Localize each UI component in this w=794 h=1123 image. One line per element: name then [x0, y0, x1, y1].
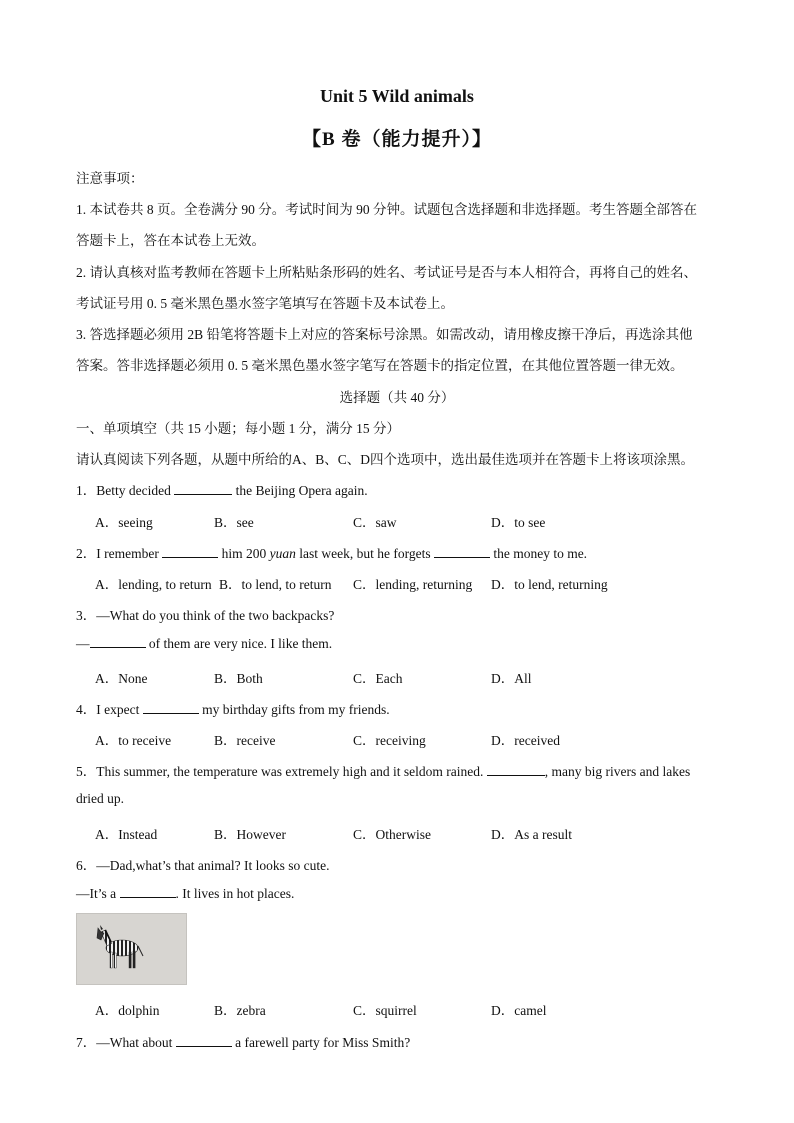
notice-line: 考试证号用 0. 5 毫米黑色墨水签字笔填写在答题卡及本试卷上。	[76, 296, 454, 311]
question-number: 6．	[76, 858, 97, 873]
question-5-continuation: dried up.	[76, 791, 124, 806]
option-d: D．All	[491, 671, 532, 686]
question-7: 7．—What about a farewell party for Miss Smith?	[76, 1035, 411, 1050]
instruction-text: 请认真阅读下列各题，从题中所给的A、B、C、D四个选项中，选出最佳选项并在答题卡上将该项涂黑。	[76, 452, 695, 467]
notice-heading: 注意事项：	[76, 171, 144, 186]
option-a: A．seeing	[95, 515, 153, 530]
answer-blank	[487, 763, 545, 776]
answer-blank	[162, 545, 218, 558]
part-heading: 一、单项填空（共 15 小题；每小题 1 分，满分 15 分）	[76, 421, 400, 436]
option-c: C．saw	[353, 515, 397, 530]
option-b: B．to lend, to return	[219, 577, 332, 592]
option-b: B．see	[214, 515, 254, 530]
question-number: 3．	[76, 608, 97, 623]
option-d: D．to see	[491, 515, 546, 530]
question-5: 5．This summer, the temperature was extremely high and it seldom rained. , many big rivers and lakes	[76, 764, 691, 779]
option-c: C．receiving	[353, 733, 426, 748]
answer-blank	[176, 1034, 232, 1047]
zebra-icon	[77, 914, 186, 984]
answer-blank	[174, 482, 232, 495]
question-4: 4．I expect my birthday gifts from my friends.	[76, 702, 390, 717]
question-number: 1．	[76, 483, 97, 498]
notice-line: 1. 本试卷共 8 页。全卷满分 90 分。考试时间为 90 分钟。试题包含选择题和非选择题。考生答题全部答在	[76, 202, 697, 217]
option-b: B．zebra	[214, 1003, 266, 1018]
option-c: C．Each	[353, 671, 403, 686]
page-title: Unit 5 Wild animals	[320, 86, 474, 106]
answer-blank	[434, 545, 490, 558]
option-b: B．However	[214, 827, 286, 842]
option-c: C．squirrel	[353, 1003, 417, 1018]
option-d: D．to lend, returning	[491, 577, 608, 592]
option-a: A．lending, to return	[95, 577, 212, 592]
option-d: D．As a result	[491, 827, 572, 842]
section-title: 选择题（共 40 分）	[339, 390, 455, 405]
notice-line: 答题卡上，答在本试卷上无效。	[76, 233, 265, 248]
question-6-reply: —It’s a . It lives in hot places.	[76, 886, 295, 901]
option-c: C．Otherwise	[353, 827, 431, 842]
option-d: D．received	[491, 733, 560, 748]
question-2: 2．I remember him 200 yuan last week, but he forgets the money to me.	[76, 546, 588, 561]
question-number: 5．	[76, 764, 97, 779]
option-c: C．lending, returning	[353, 577, 473, 592]
option-a: A．dolphin	[95, 1003, 160, 1018]
question-3: 3．—What do you think of the two backpacks?	[76, 608, 335, 623]
notice-line: 答案。答非选择题必须用 0. 5 毫米黑色墨水签字笔写在答题卡的指定位置，在其他位置答题一律无效。	[76, 358, 684, 373]
page-subtitle: 【B 卷（能力提升）】	[302, 129, 492, 150]
answer-blank	[90, 635, 146, 648]
answer-blank	[143, 701, 199, 714]
notice-line: 3. 答选择题必须用 2B 铅笔将答题卡上对应的答案标号涂黑。如需改动，请用橡皮擦干净后，再选涂其他	[76, 327, 693, 342]
question-3-reply: — of them are very nice. I like them.	[76, 636, 333, 651]
option-a: A．to receive	[95, 733, 172, 748]
question-6: 6．—Dad,what’s that animal? It looks so cute.	[76, 858, 330, 873]
zebra-image	[76, 913, 187, 985]
question-number: 4．	[76, 702, 97, 717]
option-b: B．receive	[214, 733, 276, 748]
question-number: 2．	[76, 546, 97, 561]
option-b: B．Both	[214, 671, 263, 686]
notice-line: 2. 请认真核对监考教师在答题卡上所粘贴条形码的姓名、考试证号是否与本人相符合，再将自己的姓名、	[76, 265, 697, 280]
question-number: 7．	[76, 1035, 97, 1050]
question-1: 1．Betty decided the Beijing Opera again.	[76, 483, 368, 498]
option-d: D．camel	[491, 1003, 547, 1018]
option-a: A．Instead	[95, 827, 158, 842]
answer-blank	[120, 885, 176, 898]
option-a: A．None	[95, 671, 148, 686]
